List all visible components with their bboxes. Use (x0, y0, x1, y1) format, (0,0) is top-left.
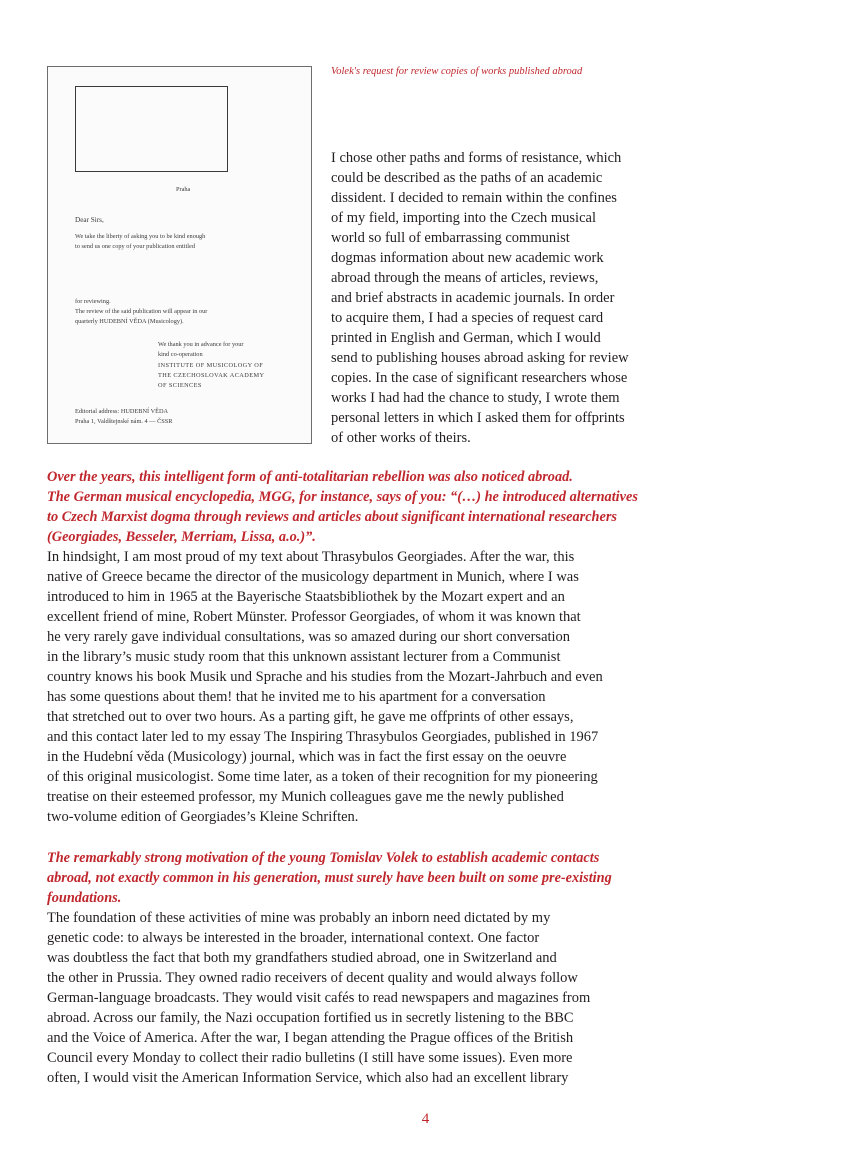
text-line: to acquire them, I had a species of request card (331, 310, 604, 326)
text-line: of my field, importing into the Czech musical (331, 210, 596, 226)
text-line: two-volume edition of Georgiades’s Kleine Schriften. (47, 809, 359, 825)
text-line: in the library’s music study room that this unknown assistant lecturer from a Communist (47, 649, 561, 665)
text-line: of other works of theirs. (331, 430, 471, 446)
card-text-line: kind co-operation (158, 351, 203, 358)
text-line: I chose other paths and forms of resistance, which (331, 150, 622, 166)
question-line: abroad, not exactly common in his generation, must surely have been built on some pre-existing (47, 870, 612, 886)
text-line: could be described as the paths of an academic (331, 170, 603, 186)
text-line: copies. In the case of significant researchers whose (331, 370, 628, 386)
text-line: native of Greece became the director of the musicology department in Munich, where I was (47, 569, 579, 585)
text-line: has some questions about them! that he invited me to his apartment for a conversation (47, 689, 546, 705)
card-address-line: Praha 1, Valdštejnské nám. 4 — ČSSR (75, 418, 173, 425)
text-line: often, I would visit the American Information Service, which also had an excellent library (47, 1070, 569, 1086)
text-line: genetic code: to always be interested in the broader, international context. One factor (47, 930, 540, 946)
text-line: that stretched out to over two hours. As a parting gift, he gave me offprints of other essays, (47, 709, 574, 725)
card-text-line: The review of the said publication will appear in our (75, 308, 208, 315)
text-line: and the Voice of America. After the war, I began attending the Prague offices of the British (47, 1030, 574, 1046)
text-line: excellent friend of mine, Robert Münster. Professor Georgiades, of whom it was known that (47, 609, 581, 625)
text-line: and brief abstracts in academic journals. In order (331, 290, 615, 306)
text-line: of this original musicologist. Some time later, as a token of their recognition for my pioneering (47, 769, 598, 785)
text-line: printed in English and German, which I would (331, 330, 601, 346)
text-line: treatise on their esteemed professor, my Munich colleagues gave me the newly published (47, 789, 564, 805)
text-line: In hindsight, I am most proud of my text about Thrasybulos Georgiades. After the war, this (47, 549, 575, 565)
card-text-line: We take the liberty of asking you to be kind enough (75, 233, 206, 240)
card-text-line: We thank you in advance for your (158, 341, 244, 348)
question-line: foundations. (47, 890, 122, 906)
text-line: and this contact later led to my essay The Inspiring Thrasybulos Georgiades, published in 1967 (47, 729, 599, 745)
text-line: he very rarely gave individual consultations, was so amazed during our short conversation (47, 629, 571, 645)
card-text-line: to send us one copy of your publication entitled (75, 243, 195, 250)
card-text-line: quarterly HUDEBNÍ VĚDA (Musicology). (75, 318, 184, 325)
text-line: dissident. I decided to remain within the confines (331, 190, 617, 206)
card-text-line: for reviewing. (75, 298, 111, 305)
question-line: The German musical encyclopedia, MGG, for instance, says of you: “(…) he introduced alternatives (47, 489, 638, 505)
question-line: (Georgiades, Besseler, Merriam, Lissa, a.o.)”. (47, 529, 316, 545)
card-institute-line: OF SCIENCES (158, 382, 202, 389)
text-line: abroad through the means of articles, reviews, (331, 270, 599, 286)
question-line: Over the years, this intelligent form of anti-totalitarian rebellion was also noticed abroad. (47, 469, 573, 485)
card-institute-line: INSTITUTE OF MUSICOLOGY OF (158, 362, 264, 369)
text-line: works I had had the chance to study, I wrote them (331, 390, 620, 406)
card-salutation: Dear Sirs, (75, 216, 104, 224)
text-line: German-language broadcasts. They would visit cafés to read newspapers and magazines from (47, 990, 591, 1006)
text-line: personal letters in which I asked them for offprints (331, 410, 625, 426)
text-line: abroad. Across our family, the Nazi occupation fortified us in secretly listening to the BBC (47, 1010, 574, 1026)
request-card-image (47, 66, 312, 444)
stamp-box (75, 86, 228, 172)
text-line: Council every Monday to collect their radio bulletins (I still have some issues). Even more (47, 1050, 573, 1066)
text-line: dogmas information about new academic work (331, 250, 604, 266)
image-caption: Volek's request for review copies of works published abroad (331, 66, 583, 77)
page-number: 4 (421, 1111, 430, 1127)
text-line: in the Hudební věda (Musicology) journal, which was in fact the first essay on the oeuvre (47, 749, 567, 765)
card-city: Praha (176, 186, 191, 193)
text-line: The foundation of these activities of mine was probably an inborn need dictated by my (47, 910, 551, 926)
question-line: to Czech Marxist dogma through reviews and articles about significant international researchers (47, 509, 617, 525)
text-line: send to publishing houses abroad asking for review (331, 350, 629, 366)
text-line: introduced to him in 1965 at the Bayerische Staatsbibliothek by the Mozart expert and an (47, 589, 565, 605)
text-line: was doubtless the fact that both my grandfathers studied abroad, one in Switzerland and (47, 950, 557, 966)
card-address-line: Editorial address: HUDEBNÍ VĚDA (75, 408, 169, 415)
text-line: the other in Prussia. They owned radio receivers of decent quality and would always follow (47, 970, 578, 986)
question-line: The remarkably strong motivation of the young Tomislav Volek to establish academic contacts (47, 850, 600, 866)
text-line: country knows his book Musik und Sprache and his studies from the Mozart-Jahrbuch and even (47, 669, 603, 685)
card-institute-line: THE CZECHOSLOVAK ACADEMY (158, 372, 265, 379)
text-line: world so full of embarrassing communist (331, 230, 570, 246)
